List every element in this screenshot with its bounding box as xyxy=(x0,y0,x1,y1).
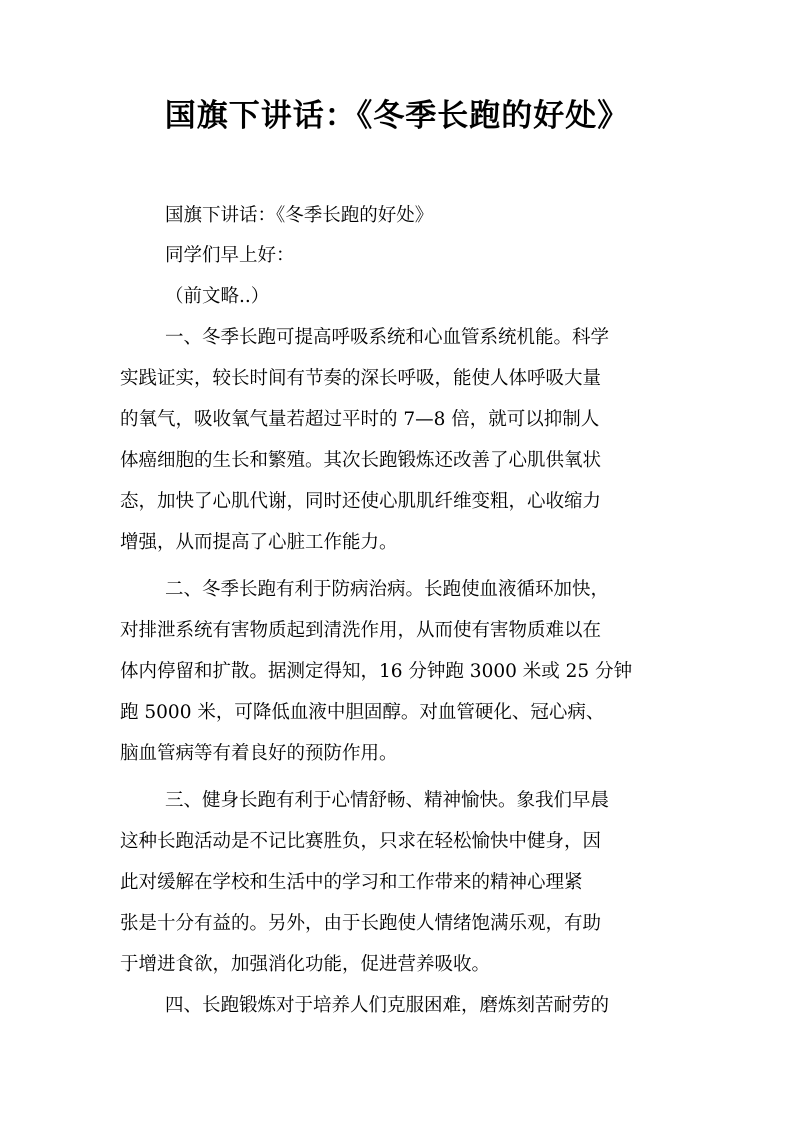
body-line: 张是十分有益的。另外，由于长跑使人情绪饱满乐观，有助 xyxy=(120,913,602,934)
body-line: 的氧气，吸收氧气量若超过平时的 7—8 倍，就可以抑制人 xyxy=(120,409,600,430)
body-line: 同学们早上好： xyxy=(165,245,295,266)
body-line: 这种长跑活动是不记比赛胜负，只求在轻松愉快中健身，因 xyxy=(120,831,602,852)
body-line: 二、冬季长跑有利于防病治病。长跑使血液循环加快， xyxy=(165,579,610,600)
body-line: 脑血管病等有着良好的预防作用。 xyxy=(120,743,398,764)
body-line: 体内停留和扩散。据测定得知，16 分钟跑 3000 米或 25 分钟 xyxy=(120,661,633,682)
body-line: 此对缓解在学校和生活中的学习和工作带来的精神心理紧 xyxy=(120,872,583,893)
body-line: 增强，从而提高了心脏工作能力。 xyxy=(120,532,398,553)
body-line: 三、健身长跑有利于心情舒畅、精神愉快。象我们早晨 xyxy=(165,790,610,811)
body-line: 国旗下讲话：《冬季长跑的好处》 xyxy=(165,205,434,226)
body-line: （前文略..） xyxy=(165,286,270,307)
body-line: 态，加快了心肌代谢，同时还使心肌肌纤维变粗，心收缩力 xyxy=(120,491,602,512)
body-line: 四、长跑锻炼对于培养人们克服困难，磨炼刻苦耐劳的 xyxy=(165,995,610,1016)
body-line: 对排泄系统有害物质起到清洗作用，从而使有害物质难以在 xyxy=(120,620,602,641)
document-title: 国旗下讲话：《冬季长跑的好处》 xyxy=(164,98,630,134)
body-line: 体癌细胞的生长和繁殖。其次长跑锻炼还改善了心肌供氧状 xyxy=(120,450,602,471)
body-line: 一、冬季长跑可提高呼吸系统和心血管系统机能。科学 xyxy=(165,327,610,348)
body-line: 跑 5000 米，可降低血液中胆固醇。对血管硬化、冠心病、 xyxy=(120,702,605,723)
body-line: 于增进食欲，加强消化功能，促进营养吸收。 xyxy=(120,954,491,975)
body-line: 实践证实，较长时间有节奏的深长呼吸，能使人体呼吸大量 xyxy=(120,368,602,389)
